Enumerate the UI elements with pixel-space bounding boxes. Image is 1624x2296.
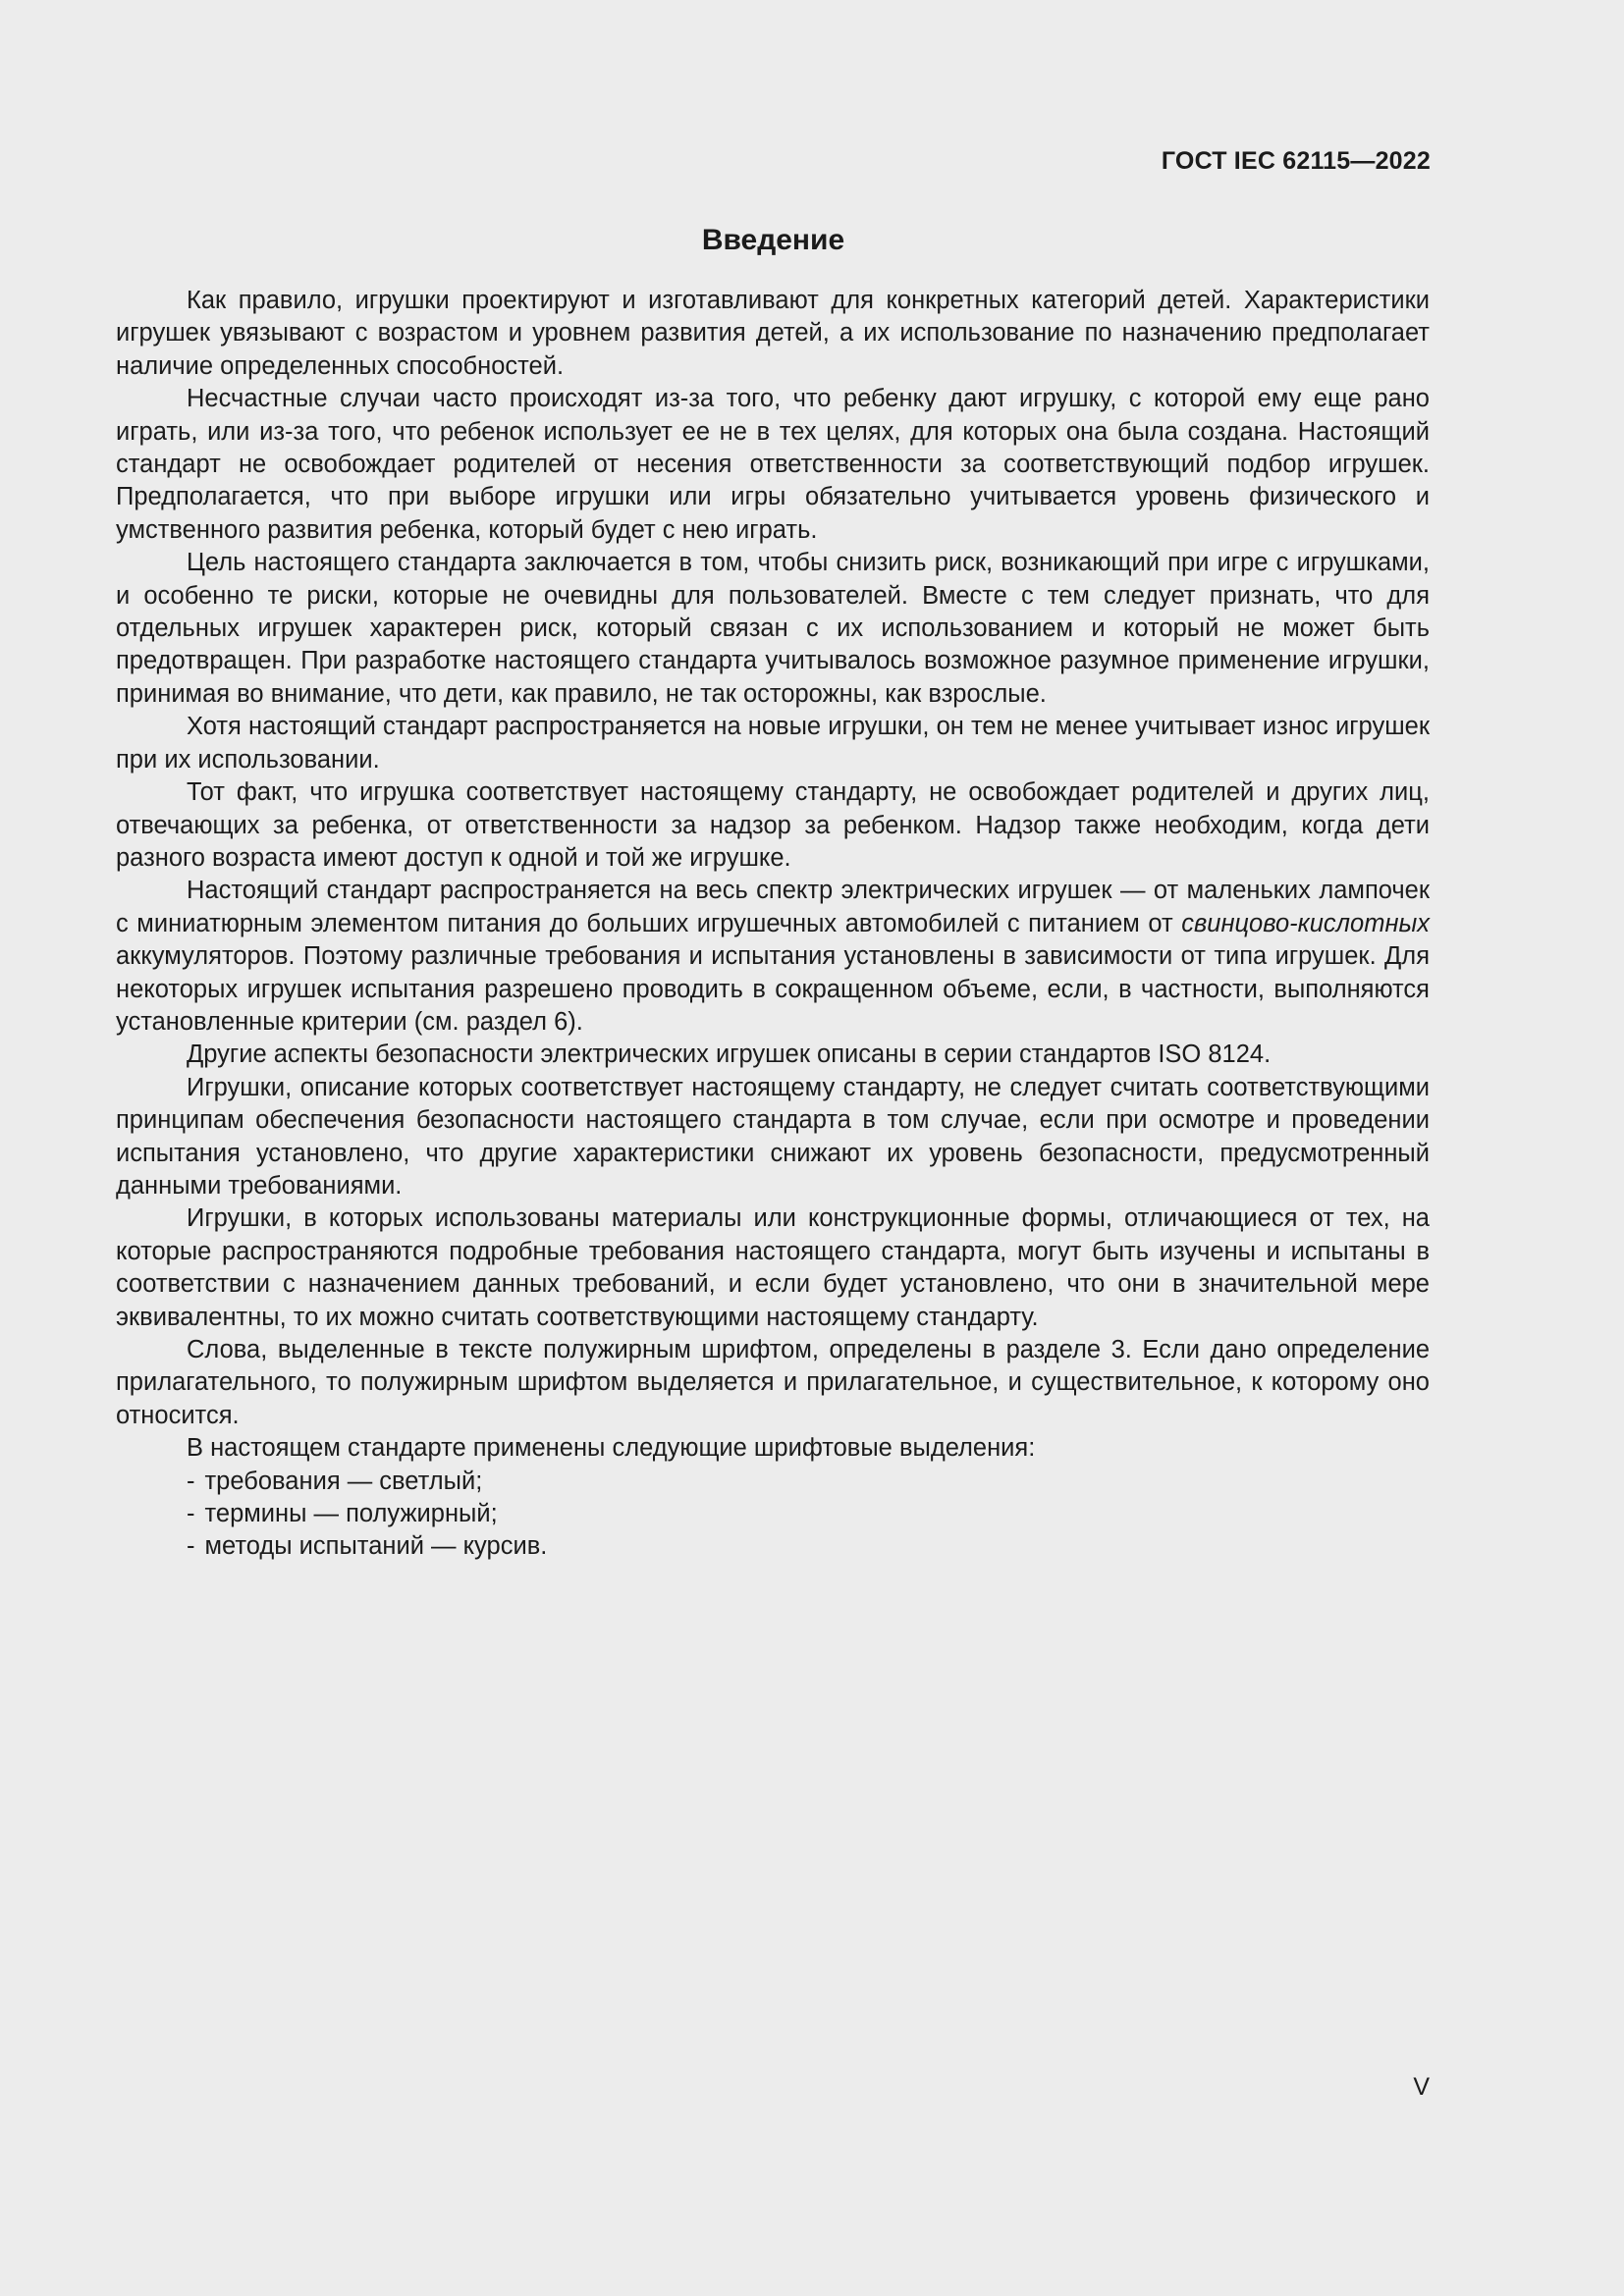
list-marker: - [187,1467,195,1495]
page-title: Введение [701,224,845,256]
document-code: ГОСТ IEC 62115—2022 [1161,147,1431,175]
paragraph-7: Другие аспекты безопасности электрических игрушек описаны в серии стандартов ISO 8124. [187,1041,1272,1069]
paragraph-1: Как правило, игрушки проектируют и изготавливают для конкретных категорий детей. Характеристики игрушек увязывают с возрастом и уровнем развития детей, а их использование по назначению предполагает наличие определенных способностей. [116,287,1430,380]
paragraph-11: В настоящем стандарте применены следующие шрифтовые выделения: [187,1434,1036,1463]
paragraph-2: Несчастные случаи часто происходят из-за того, что ребенку дают игрушку, с которой ему еще рано играть, или из-за того, что ребенок использует ее не в тех целях, для которых она была создана. Настоящий стандарт не освобождает родителей от несения ответственности за соответствующий подбор игрушек. Предполагается, что при выборе игрушки или игры обязательно учитывается уровень физического и умственного развития ребенка, который будет с нею играть. [116,385,1430,544]
paragraph-6 [116,875,1430,1039]
list-item [116,1498,1430,1530]
introduction-body [116,285,1430,1564]
list-marker: - [187,1500,195,1528]
paragraph-6-part-1: Настоящий стандарт распространяется на весь спектр электрических игрушек — от маленьких лампочек с миниатюрным элементом питания до больших игрушечных автомобилей с питанием от [116,877,1430,937]
paragraph-10: Слова, выделенные в тексте полужирным шрифтом, определены в разделе 3. Если дано определение прилагательного, то полужирным шрифтом выделяется и прилагательное, и существительное, к которому оно относится. [116,1336,1430,1429]
page-number: V [1413,2073,1430,2101]
italic-term: свинцово-кислотных [1181,909,1430,937]
paragraph-8: Игрушки, описание которых соответствует настоящему стандарту, не следует считать соответствующими принципам обеспечения безопасности настоящего стандарта в том случае, если при осмотре и проведении испытания установлено, что другие характеристики снижают их уровень безопасности, предусмотренный данными требованиями. [116,1073,1430,1200]
list-marker: - [187,1532,195,1561]
paragraph-5: Тот факт, что игрушка соответствует настоящему стандарту, не освобождает родителей и других лиц, отвечающих за ребенка, от ответственности за надзор за ребенком. Надзор также необходим, когда дети разного возраста имеют доступ к одной и той же игрушке. [116,778,1430,872]
list-item [116,1466,1430,1498]
list-item-text: методы испытаний — курсив. [204,1532,548,1561]
paragraph-4: Хотя настоящий стандарт распространяется на новые игрушки, он тем не менее учитывает износ игрушек при их использовании. [116,713,1430,774]
paragraph-6-part-2: аккумуляторов. Поэтому различные требования и испытания установлены в зависимости от типа игрушек. Для некоторых игрушек испытания разрешено проводить в сокращенном объеме, если, в частности, выполняются установленные критерии (см. раздел 6). [116,942,1430,1036]
list-item-text: термины — полужирный; [204,1500,498,1528]
font-conventions-list [116,1466,1430,1564]
list-item [116,1530,1430,1563]
paragraph-9: Игрушки, в которых использованы материалы или конструкционные формы, отличающиеся от тех, на которые распространяются подробные требования настоящего стандарта, могут быть изучены и испытаны в соответствии с назначением данных требований, и если будет установлено, что они в значительной мере эквивалентны, то их можно считать соответствующими настоящему стандарту. [116,1204,1430,1331]
paragraph-3: Цель настоящего стандарта заключается в том, чтобы снизить риск, возникающий при игре с игрушками, и особенно те риски, которые не очевидны для пользователей. Вместе с тем следует признать, что для отдельных игрушек характерен риск, который связан с их использованием и который не может быть предотвращен. При разработке настоящего стандарта учитывалось возможное разумное применение игрушки, принимая во внимание, что дети, как правило, не так осторожны, как взрослые. [116,549,1430,708]
list-item-text: требования — светлый; [204,1467,483,1495]
